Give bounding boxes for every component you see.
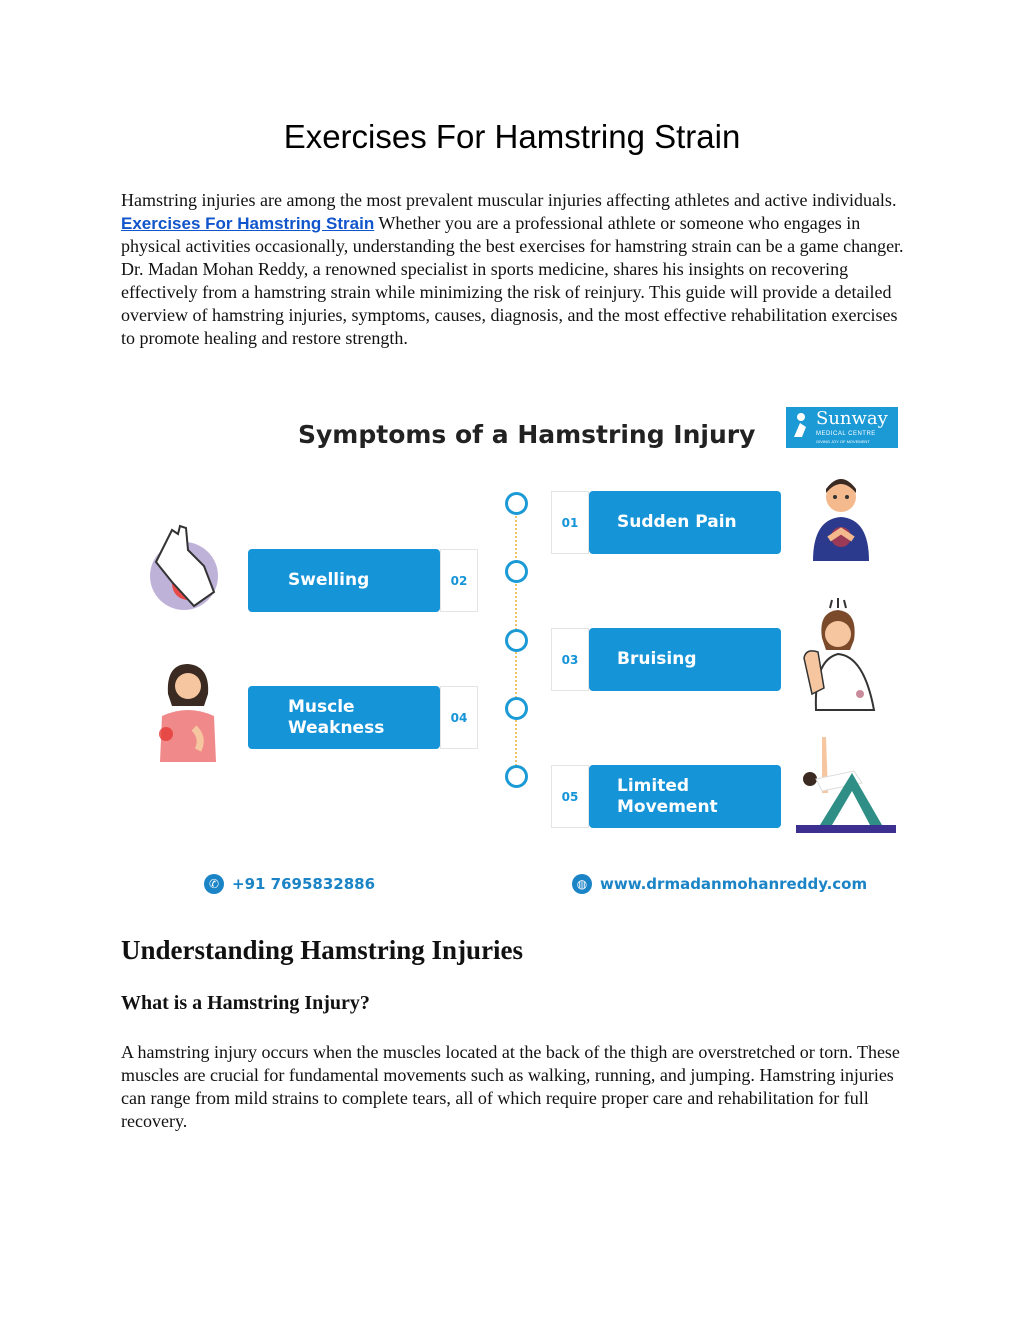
globe-icon: ◍ xyxy=(572,874,592,894)
website-contact xyxy=(572,874,867,894)
symptom-card-bruising xyxy=(589,628,781,691)
intro-text-start: Hamstring injuries are among the most prevalent muscular injuries affecting athletes and active individuals. xyxy=(121,190,897,210)
symptom-card-swelling xyxy=(248,549,440,612)
timeline-node xyxy=(505,697,528,720)
bruised-arm-woman-icon xyxy=(800,598,880,713)
symptom-number: 03 xyxy=(551,628,589,691)
symptom-number: 04 xyxy=(440,686,478,749)
symptom-card-limited-movement xyxy=(589,765,781,828)
timeline-node xyxy=(505,560,528,583)
logo-figure-icon xyxy=(788,407,814,448)
symptom-label: Limited Movement xyxy=(617,775,718,817)
phone-contact xyxy=(204,874,375,894)
logo-tagline: GIVING JOY OF MOVEMENT xyxy=(816,439,870,444)
website-url: www.drmadanmohanreddy.com xyxy=(600,875,868,893)
symptoms-infographic xyxy=(140,390,910,910)
logo-name: Sunway xyxy=(816,408,888,429)
infographic-title: Symptoms of a Hamstring Injury xyxy=(298,420,756,449)
symptom-label: Muscle Weakness xyxy=(288,696,385,738)
timeline-node xyxy=(505,765,528,788)
body-paragraph: A hamstring injury occurs when the muscles located at the back of the thigh are overstretched or torn. These muscles are crucial for fundamental movements such as walking, running, and jumping. Hamstring injuries can range from mild strains to complete tears, all of which require proper care and rehabilitation for full recovery. xyxy=(121,1042,900,1131)
timeline-node xyxy=(505,492,528,515)
weak-arm-woman-icon xyxy=(154,658,220,762)
timeline-node xyxy=(505,629,528,652)
page-title: Exercises For Hamstring Strain xyxy=(283,118,741,155)
intro-paragraph xyxy=(121,189,906,350)
symptom-number: 02 xyxy=(440,549,478,612)
swollen-hand-icon xyxy=(144,522,224,612)
intro-link[interactable]: Exercises For Hamstring Strain xyxy=(121,214,375,233)
section-heading: Understanding Hamstring Injuries xyxy=(121,935,524,965)
phone-icon: ✆ xyxy=(204,874,224,894)
sunway-logo xyxy=(786,407,898,448)
symptom-label: Swelling xyxy=(288,570,370,590)
symptom-number: 01 xyxy=(551,491,589,554)
intro-text-end: Whether you are a professional athlete or someone who engages in physical activities occasionally, understanding the best exercises for hamstring strain can be a game changer. Dr. Madan Mohan Reddy, a renowned specialist in sports medicine, shares his insights on recovering effectively from a hamstring strain while minimizing the risk of reinjury. This guide will provide a detailed overview of hamstring injuries, symptoms, causes, diagnosis, and the most effective rehabilitation exercises to promote healing and restore strength. xyxy=(121,213,904,348)
symptom-label: Sudden Pain xyxy=(617,512,737,532)
symptom-number: 05 xyxy=(551,765,589,828)
chest-pain-person-icon xyxy=(805,475,877,565)
logo-subtitle: MEDICAL CENTRE xyxy=(816,431,876,437)
symptom-card-sudden-pain xyxy=(589,491,781,554)
symptom-label: Bruising xyxy=(617,649,697,669)
phone-number: +91 7695832886 xyxy=(232,875,376,893)
symptom-card-muscle-weakness xyxy=(248,686,440,749)
subheading: What is a Hamstring Injury? xyxy=(121,992,370,1014)
yoga-stretch-icon xyxy=(792,733,900,837)
